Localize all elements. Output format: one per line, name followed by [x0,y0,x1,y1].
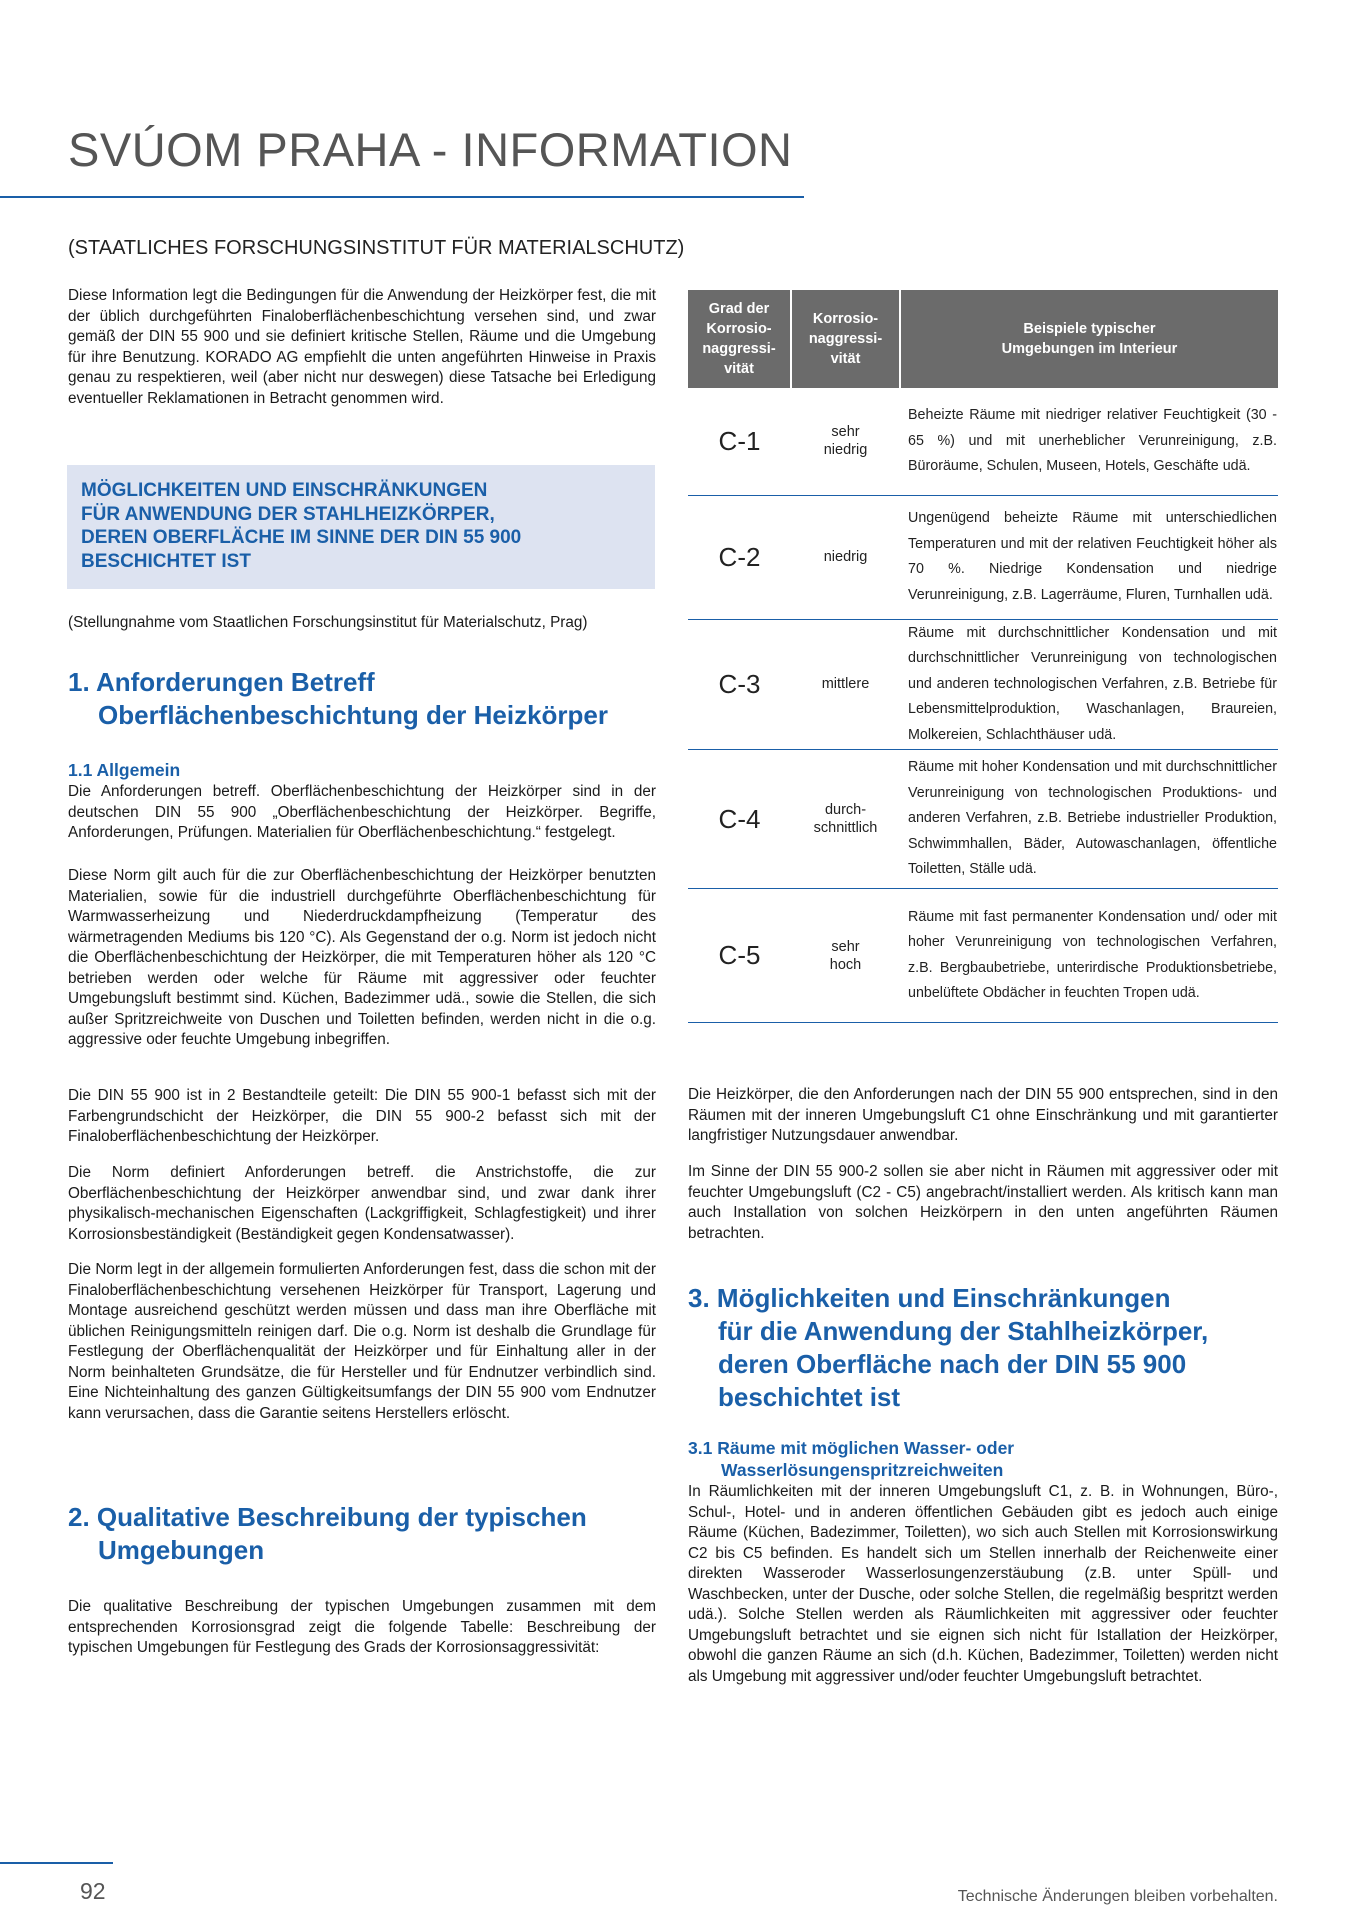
level-text: durch- [824,802,867,818]
section-3-paragraph: In Räumlichkeiten mit der inneren Umgebungsluft C1, z. B. in Wohnungen, Büro-, Schul-, Hotel- und in anderen öffentlichen Gebäuden gibt es jedoch auch einige Räume (Küchen, Badezimmer, Toiletten), wo sich auch Stellen mit Korrosionswirkung C2 bis C5 befinden. Es handelt sich um Stellen innerhalb der Reichenweite einer direkten Wasseroder Wasserlosungenzerstäubung (z.B. unter Spüll- und Waschbecken, unter der Dusche, oder solche Stellen, die regelmäßig bespritzt werden udä.). Solche Stellen werden als Räumlichkeiten mit aggressiver oder feuchter Umgebungsluft betrachtet und sie eignen sich nicht für Istallation der Heizkörper, obwohl die ganzen Räume an sich (d.h. Küchen, Badezimmer, Toiletten) werden nicht als Umgebung mit aggressiver und/oder feuchter Umgebungsluft betrachtet. [688,1483,1278,1685]
corrosion-table [688,290,1278,1023]
highlight-line: BESCHICHTET IST [81,550,251,572]
header-line: Umgebungen im Interieur [1001,341,1178,357]
header-line: Beispiele typischer [1023,321,1156,337]
heading-line: beschichtet ist [718,1382,901,1412]
page-subtitle: (STAATLICHES FORSCHUNGSINSTITUT FÜR MATERIALSCHUTZ) [68,237,685,259]
header-line: vität [830,351,861,367]
heading-line: 1. Anforderungen Betreff [68,667,375,697]
section-2-paragraph: Die qualitative Beschreibung der typischen Umgebungen zusammen mit dem entsprechenden Korrosionsgrad zeigt die folgende Tabelle: Beschreibung der typischen Umgebungen für Festlegung des Grads der Korrosionsaggressivität: [68,1598,656,1656]
example-cell: Räume mit fast permanenter Kondensation und/ oder mit hoher Verunreinigung von technologischen Verfahren, z.B. Bergbaubetriebe, unterirdische Produktionsbetriebe, unbelüftete Obdächer in feuchten Tropen udä. [900,889,1278,1023]
level-cell [791,750,900,889]
level-cell [791,388,900,495]
table-row [688,750,1278,889]
grade-cell: C-4 [688,750,791,889]
example-cell: Ungenügend beheizte Räume mit unterschiedlichen Temperaturen und mit der relativen Feuchtigkeit höher als 70 %. Niedrige Kondensation und niedrige Verunreinigung, z.B. Lagerräume, Fluren, Turnhallen udä. [900,495,1278,619]
heading-line: Oberflächenbeschichtung der Heizkörper [98,700,609,730]
level-text: niedrig [823,549,868,565]
level-text: hoch [829,956,862,973]
page-number: 92 [80,1878,106,1904]
level-cell [791,889,900,1023]
table-row [688,495,1278,619]
highlight-line: FÜR ANWENDUNG DER STAHLHEIZKÖRPER, [81,503,495,525]
level-cell [791,495,900,619]
header-line: naggressi- [702,341,776,357]
grade-cell: C-1 [688,388,791,495]
table-header-level [791,290,900,388]
example-cell: Räume mit hoher Kondensation und mit durchschnittlicher Verunreinigung von technologischen Produktions- und anderen Verfahren, z.B. Betriebe industrieller Produktion, Schwimmhallen, Bäder, Autowaschanlagen, öffentliche Toiletten, Ställe udä. [900,750,1278,889]
right-paragraph: Im Sinne der DIN 55 900-2 sollen sie aber nicht in Räumen mit aggressiver oder mit feuchter Umgebungsluft (C2 - C5) angebracht/installiert werden. Als kritisch kann man auch Installation von solchen Heizkörpern in den unten angeführten Räumen betrachten. [688,1163,1278,1242]
table-row [688,388,1278,495]
level-text: sehr [831,424,860,441]
highlight-line: MÖGLICHKEITEN UND EINSCHRÄNKUNGEN [81,480,488,501]
header-line: Grad der [708,301,770,317]
highlight-box [67,465,655,589]
page-title: SVÚOM PRAHA - INFORMATION [68,123,793,176]
right-paragraph: Die Heizkörper, die den Anforderungen nach der DIN 55 900 entsprechen, sind in den Räumen mit der inneren Umgebungsluft C1 ohne Einschränkung und mit garantierter langfristiger Nutzungsdauer anwendbar. [688,1086,1278,1144]
grade-cell: C-3 [688,619,791,750]
section-1-heading [68,666,656,732]
intro-paragraph: Diese Information legt die Bedingungen für die Anwendung der Heizkörper fest, die mit der üblich durchgeführten Finaloberflächenbeschichtung versehen sind, und zwar gemäß der DIN 55 900 und sie definiert kritische Stellen, Räume und die Umgebung für ihre Benutzung. KORADO AG empfiehlt die unten angeführten Hinweise in Praxis genau zu respektieren, weil (aber nicht nur deswegen) diese Tatsache bei Erledigung eventueller Reklamationen in Betracht genommen wird. [68,287,656,407]
highlight-title [81,479,641,573]
section-1-paragraph: Die Norm legt in der allgemein formulierten Anforderungen fest, dass die schon mit der Finaloberflächenbeschichtung versehenen Heizkörper für Transport, Lagerung und Montage ausreichend geschützt werden müssen und dass man ihre Oberfläche mit üblichen Reinigungsmitteln reinigen darf. Die o.g. Norm ist deshalb die Grundlage für Festlegung der Oberflächenqualität der Heizkörper und für Einhaltung aller in der Norm beinhalteten Grundsätze, die für Hersteller und für Endnutzer verbindlich sind. Eine Nichteinhaltung des ganzen Gültigkeitsumfangs der DIN 55 900 vom Endnutzer kann verursachen, dass die Garantie seitens Herstellers erlöscht. [68,1261,656,1422]
level-text: schnittlich [813,820,878,836]
heading-line: deren Oberfläche nach der DIN 55 900 [718,1349,1187,1379]
heading-line: 3.1 Räume mit möglichen Wasser- oder [688,1438,1015,1458]
header-line: Korrosio- [706,321,772,337]
table-header-examples [900,290,1278,388]
grade-cell: C-5 [688,889,791,1023]
section-3-heading [688,1282,1278,1414]
example-cell: Beheizte Räume mit niedriger relativer Feuchtigkeit (30 - 65 %) und mit unerheblicher Verunreinigung, z.B. Büroräume, Schulen, Museen, Hotels, Geschäfte udä. [900,388,1278,495]
section-1-1-heading: 1.1 Allgemein [68,760,181,780]
table-row [688,889,1278,1023]
heading-line: 3. Möglichkeiten und Einschränkungen [688,1283,1171,1313]
level-cell [791,619,900,750]
level-text: mittlere [821,676,870,693]
section-1-paragraph: Die Norm definiert Anforderungen betreff. die Anstrichstoffe, die zur Oberflächenbeschichtung der Heizkörper anwendbar sind, und zwar dank ihrer physikalisch-mechanischen Eigenschaften (Lackgriffigkeit, Schlagfestigkeit) und ihrer Korrosionsbeständigkeit (Beständigkeit gegen Kondensatwasser). [68,1164,656,1243]
footer-divider [0,1862,113,1864]
grade-cell: C-2 [688,495,791,619]
heading-line: 2. Qualitative Beschreibung der typischen [68,1502,587,1532]
footer-note: Technische Änderungen bleiben vorbehalten. [957,1888,1278,1905]
example-cell: Räume mit durchschnittlicher Kondensation und mit durchschnittlicher Verunreinigung von technologischen und anderen technologischen Verfahren, z.B. Betriebe für Lebensmittelproduktion, Waschanlagen, Braureien, Molkereien, Schlachthäuser udä. [900,619,1278,750]
statement-note: (Stellungnahme vom Staatlichen Forschungsinstitut für Materialschutz, Prag) [68,614,588,631]
section-2-heading [68,1501,656,1567]
header-line: Korrosio- [812,311,879,327]
highlight-line: DEREN OBERFLÄCHE IM SINNE DER DIN 55 900 [81,527,522,548]
table-row [688,619,1278,750]
section-1-paragraph: Die DIN 55 900 ist in 2 Bestandteile geteilt: Die DIN 55 900-1 befasst sich mit der Farbengrundschicht der Heizkörper, die DIN 55 900-2 befasst sich mit der Finaloberflächenbeschichtung der Heizkörper. [68,1087,656,1145]
heading-line: für die Anwendung der Stahlheizkörper, [718,1316,1209,1346]
heading-line: Wasserlösungenspritzreichweiten [721,1460,1004,1480]
section-3-1-heading [688,1437,1278,1481]
header-line: vität [724,361,754,377]
section-1-paragraph: Diese Norm gilt auch für die zur Oberflächenbeschichtung der Heizkörper benutzten Materialien, sowie für die industriell durchgeführte Oberflächenbeschichtung für Warmwasserheizung und Niederdruckdampfheizung (Temperatur des wärmetragenden Mediums bis 120 °C). Als Gegenstand der o.g. Norm ist jedoch nicht die Oberflächenbeschichtung der Heizkörper, die mit Temperaturen höher als 120 °C betrieben werden oder welche für Räume mit aggressiver oder feuchter Umgebungsluft bestimmt sind. Küchen, Badezimmer udä., sowie die Stellen, die sich außer Spritzreichweite von Duschen und Toiletten befinden, werden nicht in die o.g. aggressive oder feuchte Umgebung inbegriffen. [68,867,656,1048]
heading-line: Umgebungen [98,1535,265,1565]
level-text: sehr [831,938,860,955]
title-divider [0,196,804,198]
header-line: naggressi- [808,331,883,347]
section-1-paragraph: Die Anforderungen betreff. Oberflächenbeschichtung der Heizkörper sind in der deutschen DIN 55 900 „Oberflächenbeschichtung der Heizkörper. Begriffe, Anforderungen, Prüfungen. Materialien für Oberflächenbeschichtung.“ festgelegt. [68,783,656,841]
table-header-grade [688,290,791,388]
level-text: niedrig [823,442,868,459]
